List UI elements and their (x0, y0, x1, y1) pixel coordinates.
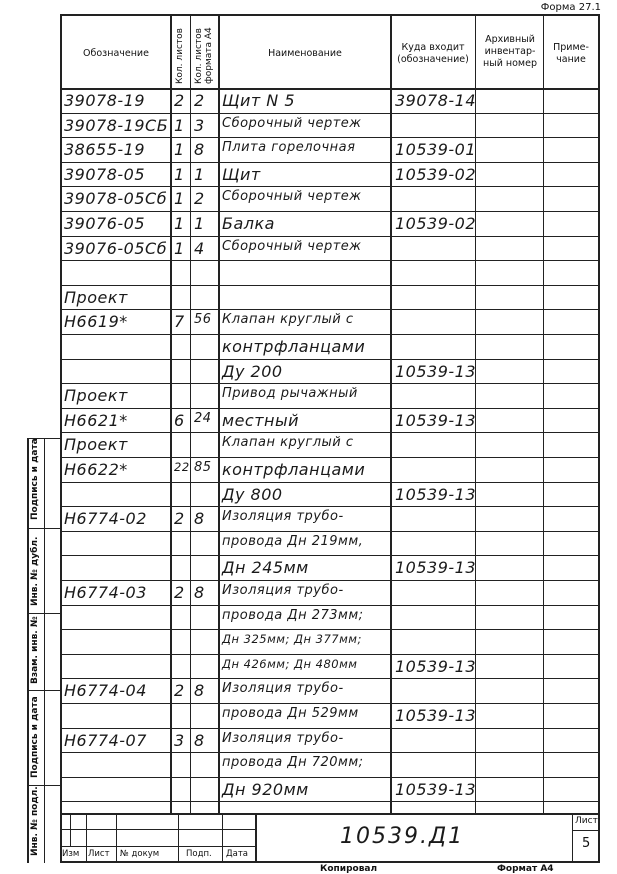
cell-name: контрфланцами (222, 337, 366, 356)
cell-sheets: 1 (174, 115, 185, 135)
table-row (0, 555, 617, 580)
table-row (0, 408, 617, 433)
cell-designation: 39076-05Сб (64, 238, 168, 258)
cell-a4: 8 (194, 583, 205, 602)
header-archive: Архивный инвентар-ный номер (483, 34, 537, 69)
cell-name: Дн 245мм (222, 558, 309, 578)
form-label: Форма 27.1 (540, 2, 601, 13)
cell-sheets: 3 (174, 730, 185, 750)
cell-name: Сборочный чертеж (222, 189, 362, 205)
cell-a4: 8 (194, 681, 205, 701)
cell-name: Изоляция трубо- (222, 681, 344, 697)
table-row (0, 703, 617, 728)
header-a4: Кол. листов формата А4 (194, 27, 214, 84)
table-row (0, 359, 617, 384)
side-label-orig-inv: Инв. № подл. (30, 786, 40, 856)
sheet-label: Лист (575, 816, 598, 826)
cell-designation: Проект (64, 287, 128, 307)
cell-designation: Н6774-03 (64, 583, 147, 602)
cell-name: Дн 920мм (222, 779, 309, 799)
cell-sheets: 7 (174, 312, 185, 332)
cell-where: 10539-13 (395, 706, 477, 725)
cell-designation: Н6621* (64, 410, 128, 430)
cell-a4: 2 (194, 189, 205, 209)
table-row (0, 137, 617, 162)
side-label-replace-inv: Взам. инв. № (30, 616, 40, 684)
table-row (0, 211, 617, 236)
table-row (0, 777, 617, 802)
table-row (0, 186, 617, 211)
cell-where: 10539-13 (395, 361, 477, 381)
table-row (0, 383, 617, 408)
side-label-signature-1: Подпись и дата (30, 438, 40, 520)
cell-sheets: 1 (174, 238, 185, 258)
cell-sheets: 1 (174, 140, 185, 160)
cell-designation: 39076-05 (64, 214, 146, 233)
table-row (0, 162, 617, 187)
cell-sheets: 1 (174, 189, 185, 209)
header-sheets: Кол. листов (175, 28, 185, 84)
cell-name: Плита горелочная (222, 140, 356, 156)
cell-designation: 38655-19 (64, 140, 146, 160)
cell-name: Балка (222, 214, 275, 233)
cell-where: 10539-13 (395, 656, 477, 676)
cell-where: 10539-01 (395, 140, 477, 160)
cell-sheets: 2 (174, 509, 185, 529)
cell-a4: 8 (194, 509, 205, 529)
cell-designation: Н6619* (64, 312, 128, 332)
table-row (0, 506, 617, 531)
cell-name: Щит (222, 164, 261, 184)
cell-name: провода Дн 273мм; (222, 607, 364, 623)
table-row (0, 531, 617, 556)
table-row (0, 432, 617, 457)
cell-a4: 85 (194, 460, 212, 475)
cell-name: Ду 800 (222, 484, 283, 504)
cell-name: Щит N 5 (222, 91, 296, 110)
cell-name: Изоляция трубо- (222, 730, 344, 746)
cell-name: провода Дн 529мм (222, 706, 359, 721)
stamp-doc: № докум (120, 849, 160, 859)
cell-designation: 39078-19СБ (64, 115, 169, 135)
stamp-date: Дата (226, 849, 249, 859)
stamp-list: Лист (88, 849, 110, 859)
cell-where: 10539-13 (395, 558, 477, 578)
table-row (0, 580, 617, 605)
cell-sheets: 2 (174, 91, 185, 110)
table-row (0, 482, 617, 507)
cell-where: 10539-02 (395, 214, 477, 233)
stamp-izm: Изм (62, 849, 80, 859)
cell-designation: 39078-19 (64, 91, 146, 110)
cell-sheets: 6 (174, 410, 185, 430)
cell-name: Сборочный чертеж (222, 115, 362, 131)
cell-name: Сборочный чертеж (222, 238, 362, 254)
cell-name: контрфланцами (222, 460, 366, 479)
table-row (0, 334, 617, 359)
cell-name: Дн 325мм; Дн 377мм; (222, 632, 362, 647)
cell-a4: 1 (194, 214, 205, 233)
cell-a4: 3 (194, 115, 205, 135)
header-where: Куда входит (обозначение) (397, 42, 469, 65)
table-row (0, 728, 617, 753)
table-row (0, 457, 617, 482)
cell-name: местный (222, 410, 300, 430)
cell-designation: Проект (64, 435, 128, 455)
document-number: 10539.Д1 (340, 824, 465, 849)
cell-designation: Н6774-02 (64, 509, 147, 529)
cell-designation: Проект (64, 386, 128, 406)
table-row (0, 605, 617, 630)
cell-sheets: 2 (174, 681, 185, 701)
cell-a4: 24 (194, 410, 212, 426)
cell-name: Ду 200 (222, 361, 283, 381)
side-label-dup-inv: Инв. № дубл. (30, 536, 40, 606)
cell-name: провода Дн 219мм, (222, 533, 364, 549)
cell-name: Изоляция трубо- (222, 509, 344, 525)
cell-designation: Н6774-07 (64, 730, 147, 750)
cell-a4: 2 (194, 91, 205, 110)
cell-a4: 1 (194, 164, 205, 184)
table-row (0, 88, 617, 113)
cell-name: Клапан круглый с (222, 435, 354, 451)
cell-a4: 8 (194, 730, 205, 750)
cell-where: 39078-14 (395, 91, 477, 110)
cell-name: провода Дн 720мм; (222, 755, 364, 771)
table-row (0, 113, 617, 138)
cell-sheets: 1 (174, 164, 185, 184)
table-row (0, 752, 617, 777)
cell-designation: 39078-05Сб (64, 189, 168, 209)
cell-name: Изоляция трубо- (222, 583, 344, 598)
table-row (0, 285, 617, 310)
cell-sheets: 2 (174, 583, 185, 602)
cell-name: Клапан круглый с (222, 312, 354, 328)
cell-designation: Н6622* (64, 460, 128, 479)
footer-format: Формат А4 (497, 864, 554, 874)
side-label-signature-2: Подпись и дата (30, 696, 40, 778)
cell-name: Привод рычажный (222, 386, 358, 402)
cell-where: 10539-13 (395, 484, 477, 504)
table-row (0, 260, 617, 285)
header-designation: Обозначение (83, 48, 149, 59)
header-note: Приме-чание (553, 42, 589, 65)
cell-name: Дн 426мм; Дн 480мм (222, 656, 358, 671)
cell-designation: Н6774-04 (64, 681, 147, 701)
cell-sheets: 22 (174, 460, 190, 474)
footer-copied: Копировал (320, 864, 378, 874)
cell-a4: 8 (194, 140, 205, 160)
table-row (0, 629, 617, 654)
cell-where: 10539-02 (395, 164, 477, 184)
header-name: Наименование (268, 48, 342, 59)
sheet-number: 5 (582, 836, 591, 851)
stamp-podp: Подп. (186, 849, 212, 859)
table-row (0, 236, 617, 261)
cell-sheets: 1 (174, 214, 185, 233)
cell-a4: 4 (194, 238, 205, 258)
cell-designation: 39078-05 (64, 164, 146, 184)
table-row (0, 309, 617, 334)
cell-where: 10539-13 (395, 779, 477, 799)
table-row (0, 654, 617, 679)
cell-where: 10539-13 (395, 410, 477, 430)
table-row (0, 678, 617, 703)
cell-a4: 56 (194, 312, 212, 328)
